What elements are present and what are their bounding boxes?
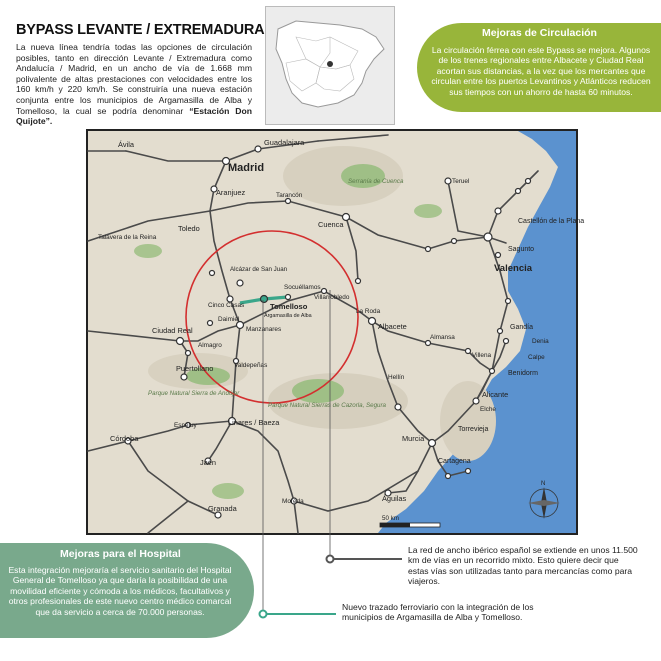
label-moreda: Moreda — [282, 498, 304, 505]
label-jaen: Jaén — [200, 458, 217, 467]
label-cartagena: Cartagena — [438, 458, 471, 465]
label-aranjuez: Aranjuez — [216, 188, 246, 197]
label-granada: Granada — [208, 504, 237, 513]
label-alcazar: Alcázar de San Juan — [230, 266, 288, 273]
label-gandia: Gandía — [510, 324, 533, 331]
scale-label: 50 km — [382, 515, 399, 522]
circulacion-title: Mejoras de Circulación — [482, 27, 597, 39]
hospital-title: Mejoras para el Hospital — [60, 548, 181, 560]
label-manzanares: Manzanares — [246, 326, 282, 333]
label-benidorm: Benidorm — [508, 370, 538, 377]
label-socuellamos: Socuéllamos — [284, 284, 321, 291]
label-villarrobledo: Villarrobledo — [314, 294, 350, 301]
label-talavera: Talavera de la Reina — [98, 234, 157, 241]
label-murcia: Murcia — [402, 434, 425, 443]
label-argamasilla: Argamasilla de Alba — [264, 313, 312, 319]
compass-label: N — [541, 481, 546, 487]
label-almagro: Almagro — [198, 342, 222, 349]
park-cazorla: Parque Natural Sierras de Cazorla, Segura — [268, 402, 386, 409]
label-almansa: Almansa — [430, 334, 455, 341]
note-red-ancho: La red de ancho ibérico español se extiende en unos 11.500 km de vías en un recorrido mixto. Esto quiere decir que estas vías son utilizadas tanto para mercancías como para viajeros. — [408, 545, 638, 587]
label-cinco-casas: Cinco Casas — [208, 302, 245, 309]
label-avila: Ávila — [118, 140, 135, 149]
label-calpe: Calpe — [528, 354, 545, 361]
circulacion-text: La circulación férrea con este Bypass se mejora. Algunos de los trenes regionales entre Albacete y Ciudad Real acortan sus distancias, a la vez que los mercantes que circulan entre los puertos Levantinos y Atlánticos reducen sus tiempos con un ahorro de hasta 60 minutos. — [431, 45, 651, 97]
label-cordoba: Córdoba — [110, 434, 139, 443]
label-teruel: Teruel — [452, 178, 470, 185]
label-toledo: Toledo — [178, 224, 200, 233]
label-la-roda: La Roda — [356, 308, 381, 315]
label-puertollano: Puertollano — [176, 364, 214, 373]
label-alicante: Alicante — [482, 390, 509, 399]
label-linares: Linares / Baeza — [228, 418, 280, 427]
label-valdepenas: Valdepeñas — [234, 362, 268, 369]
park-andujar: Parque Natural Sierra de Andújar — [148, 390, 240, 397]
park-serrania: Serranía de Cuenca — [348, 178, 404, 185]
note-nuevo-trazado: Nuevo trazado ferroviario con la integración de los municipios de Argamasilla de Alba y Tomelloso. — [342, 602, 534, 623]
label-madrid: Madrid — [228, 162, 265, 174]
page-title: BYPASS LEVANTE / EXTREMADURA — [16, 22, 265, 38]
label-torrevieja: Torrevieja — [458, 426, 489, 433]
label-ciudad-real: Ciudad Real — [152, 326, 193, 335]
label-espeluy: Espeluy — [174, 422, 197, 429]
label-hellin: Hellín — [388, 374, 405, 381]
hospital-text: Esta integración mejoraría el servicio sanitario del Hospital General de Tomelloso ya que daría la posibilidad de una movilidad eficiente y cómoda a los médicos, facultativos y otros profesionales de este nuevo centro médico comarcal que da servicio a cerca de 70.000 personas. — [8, 565, 232, 617]
label-tomelloso: Tomelloso — [270, 302, 308, 311]
label-guadalajara: Guadalajara — [264, 138, 305, 147]
intro-text: La nueva línea tendría todas las opciones de circulación posibles, tanto en dirección Levante / Extremadura como Andalucía / Madrid, en un ancho de vía de 1.668 mm polivalente de altas prestaciones con velocidades entre los 160 km/h y 220 km/h. Se construiría una nueva estación conjunta entre los municipios de Argamasilla de Alba y Tomelloso, la cual se podría denominar — [16, 42, 252, 116]
station-name: “Estación Don Quijote”. — [16, 105, 252, 127]
label-tarancon: Tarancón — [276, 192, 303, 199]
label-castellon: Castellón de la Plana — [518, 218, 585, 225]
label-aguilas: Águilas — [382, 494, 407, 503]
label-elche: Elche — [480, 406, 496, 413]
label-sagunto: Sagunto — [508, 246, 535, 253]
label-albacete: Albacete — [378, 322, 407, 331]
label-denia: Denia — [532, 338, 549, 345]
label-villena: Villena — [472, 352, 492, 359]
label-valencia: Valencia — [494, 263, 533, 274]
label-cuenca: Cuenca — [318, 220, 344, 229]
label-daimiel: Daimiel — [218, 316, 240, 323]
